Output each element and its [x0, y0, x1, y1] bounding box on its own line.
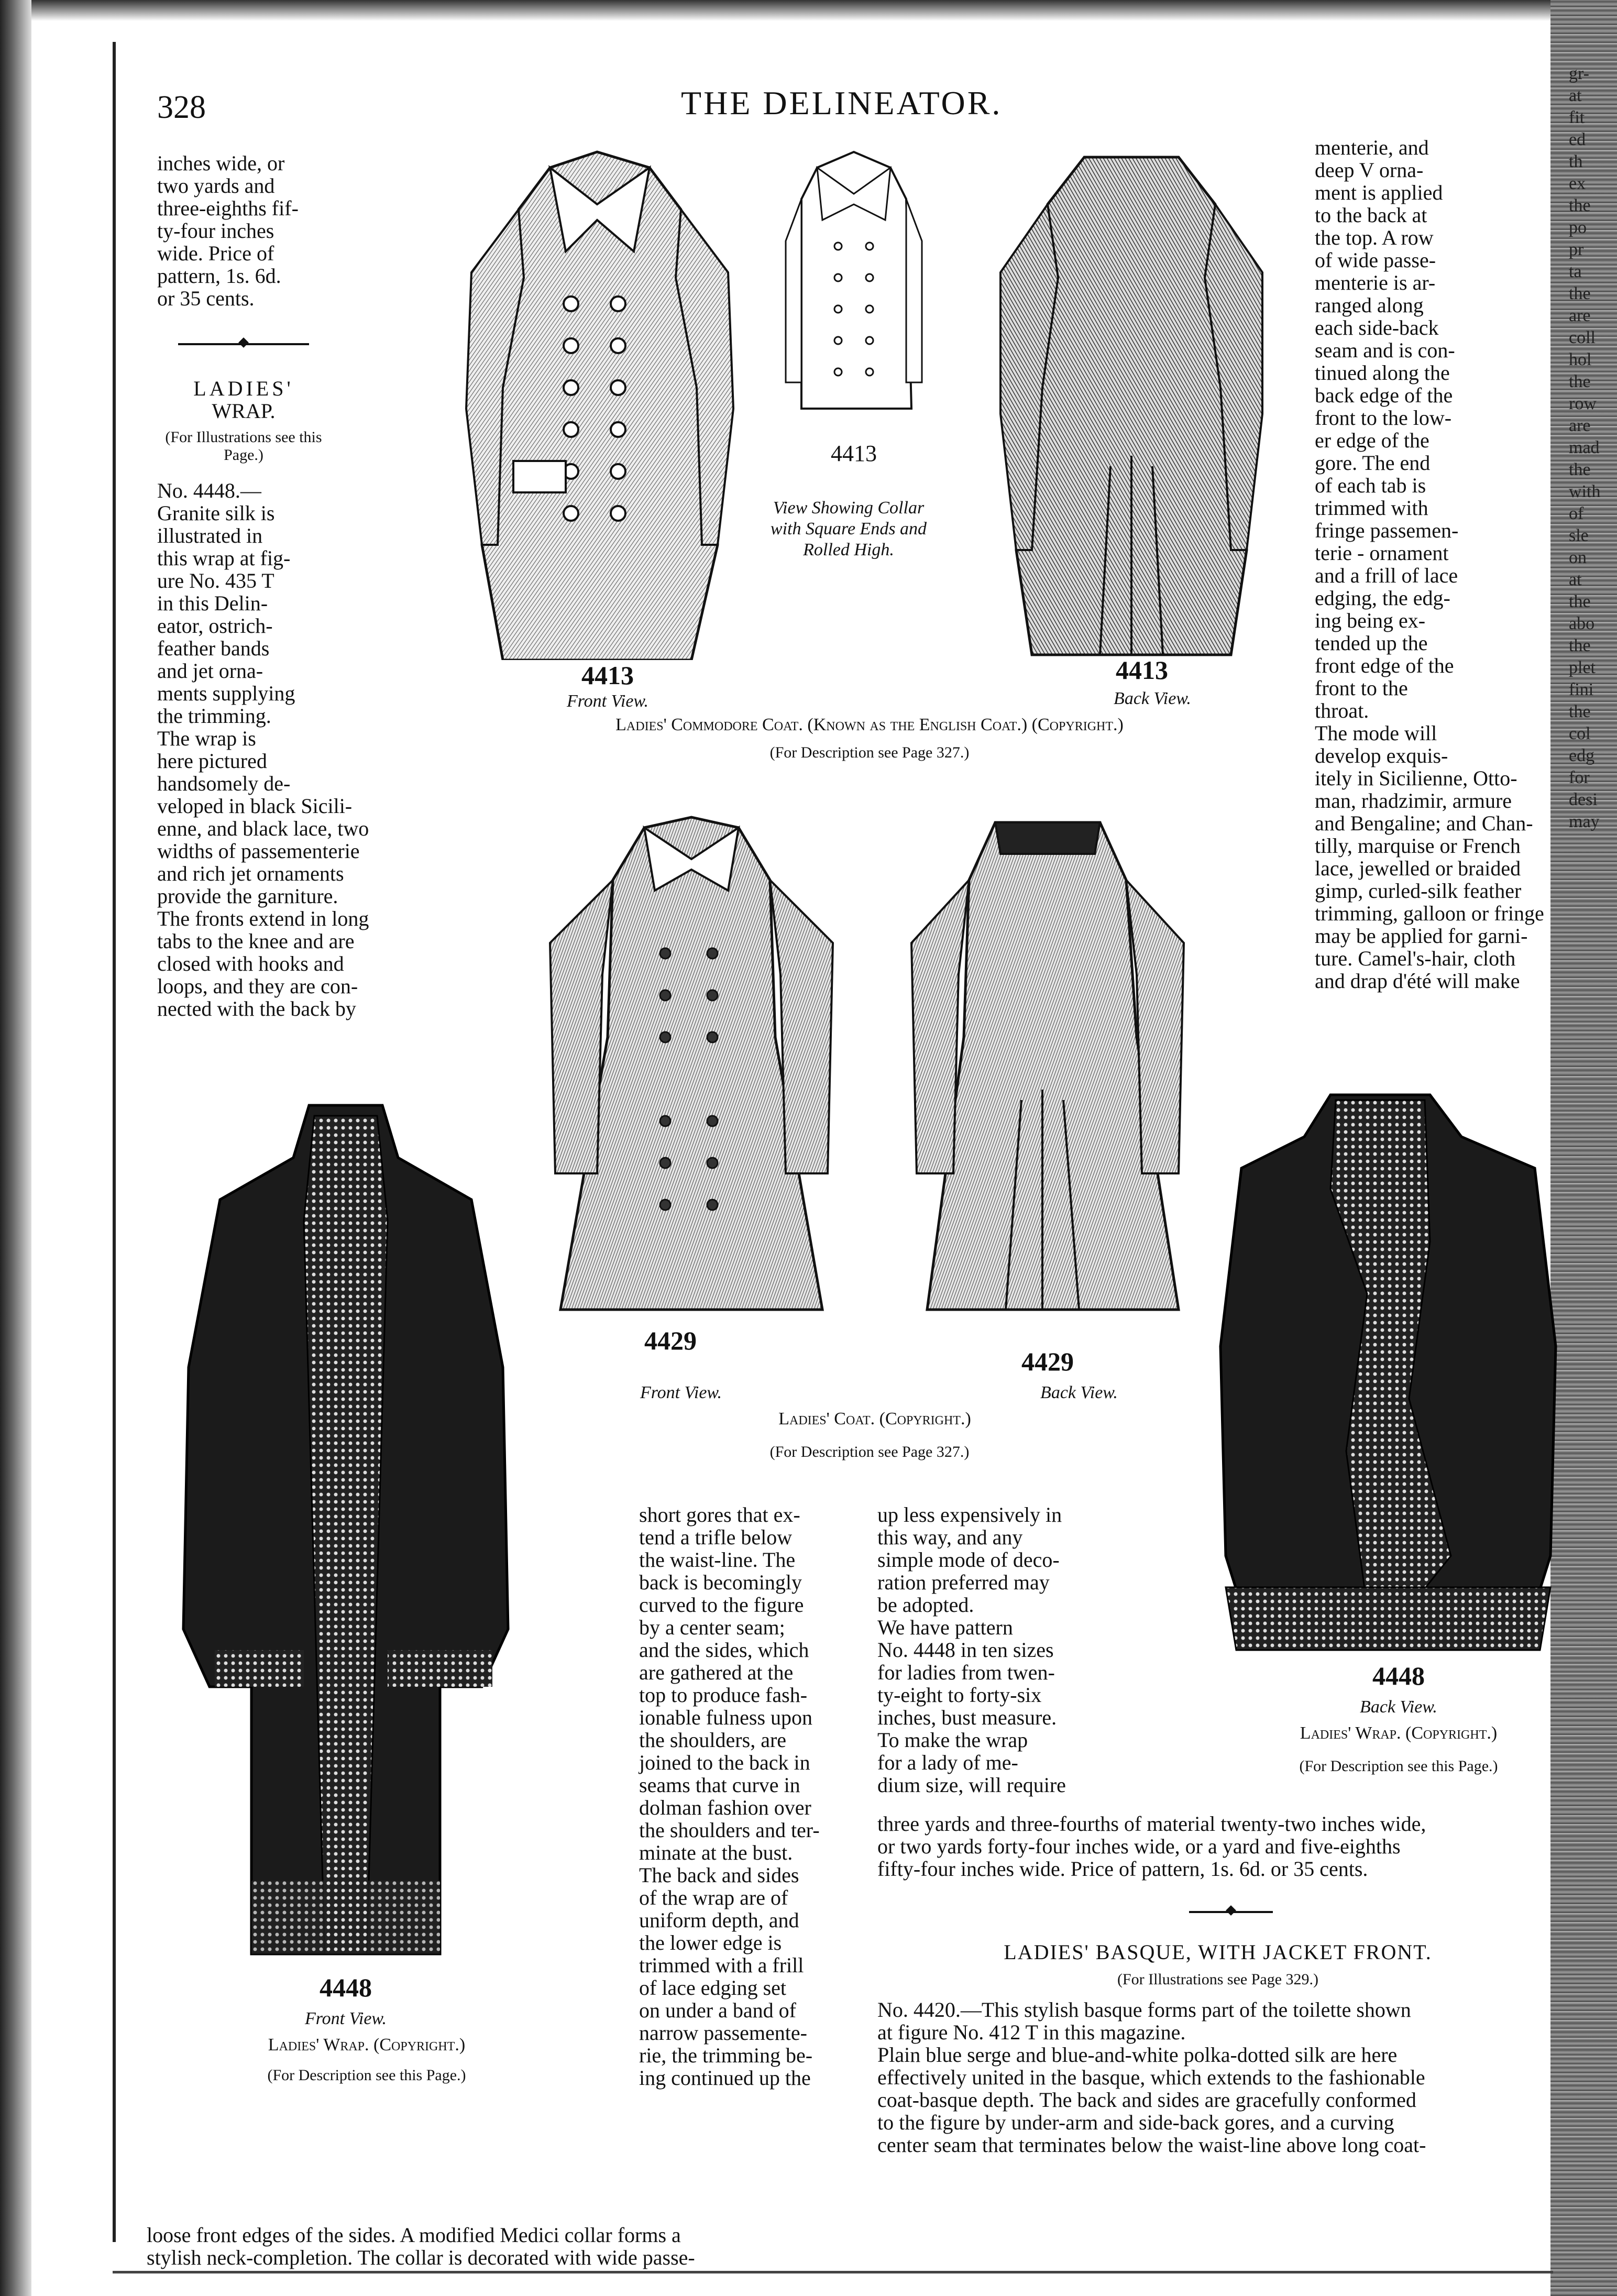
- text-line: trimmed with a frill: [639, 1953, 804, 1977]
- page-number: 328: [157, 90, 206, 125]
- coat-4413-collar-illustration: [780, 147, 927, 440]
- text-line: ty-eight to forty-six: [877, 1683, 1042, 1707]
- text-line: and jet orna-: [157, 659, 263, 683]
- text-line: by a center seam;: [639, 1616, 785, 1639]
- text-line: the top. A row: [1315, 226, 1434, 249]
- text-line: enne, and black lace, two: [157, 817, 369, 840]
- text-line: wide. Price of: [157, 241, 274, 265]
- bleed-fragment: sle: [1569, 526, 1589, 545]
- bleed-fragment: abo: [1569, 614, 1595, 633]
- section-rule: [178, 343, 309, 345]
- text-line: and Bengaline; and Chan-: [1315, 811, 1533, 835]
- text-line: tend a trifle below: [639, 1525, 793, 1549]
- text-line: man, rhadzimir, armure: [1315, 789, 1512, 812]
- coat-4413-small-number: 4413: [831, 441, 877, 466]
- text-line: fringe passemen-: [1315, 519, 1459, 542]
- bleed-fragment: row: [1569, 394, 1597, 413]
- coat-4413-back-number: 4413: [1116, 655, 1168, 685]
- coat-4413-description-ref: (For Description see Page 327.): [769, 744, 970, 761]
- text-line: ranged along: [1315, 293, 1424, 317]
- bleed-fragment: the: [1569, 636, 1591, 655]
- text-line: ionable fulness upon: [639, 1706, 813, 1729]
- text-line: ment is applied: [1315, 181, 1443, 204]
- text-line: provide the garniture.: [157, 884, 338, 908]
- text-line: or two yards forty-four inches wide, or a yard and five-eighths: [877, 1834, 1401, 1858]
- text-line: and the sides, which: [639, 1638, 809, 1662]
- bleed-fragment: are: [1569, 306, 1591, 325]
- text-line: trimming, galloon or fringe: [1315, 902, 1544, 925]
- text-line: fifty-four inches wide. Price of pattern, 1s. 6d. or 35 cents.: [877, 1857, 1368, 1881]
- bleed-fragment: po: [1569, 218, 1587, 237]
- text-line: are gathered at the: [639, 1661, 794, 1684]
- text-line: rie, the trimming be-: [639, 2044, 813, 2067]
- wrap-4448-front-description-ref: (For Description see this Page.): [267, 2067, 466, 2084]
- wrap-heading-line2: WRAP.: [212, 399, 276, 423]
- text-line: View Showing Collar: [773, 498, 925, 518]
- text-line: seams that curve in: [639, 1773, 800, 1797]
- text-line: The back and sides: [639, 1863, 799, 1887]
- page-border-bottom: [113, 2271, 1553, 2273]
- text-line: dium size, will require: [877, 1773, 1066, 1797]
- text-line: and rich jet ornaments: [157, 862, 344, 885]
- text-line: ing being ex-: [1315, 609, 1426, 632]
- text-line: uniform depth, and: [639, 1908, 799, 1932]
- text-line: The wrap is: [157, 727, 256, 750]
- text-line: loops, and they are con-: [157, 974, 358, 998]
- text-line: on under a band of: [639, 1998, 796, 2022]
- text-line: back edge of the: [1315, 383, 1453, 407]
- bleed-fragment: at: [1569, 86, 1582, 105]
- text-line: pattern, 1s. 6d.: [157, 264, 281, 288]
- bleed-fragment: at: [1569, 570, 1582, 589]
- text-line: to the figure by under-arm and side-back gores, and a curving: [877, 2111, 1394, 2134]
- text-line: menterie is ar-: [1315, 271, 1436, 294]
- text-line: eator, ostrich-: [157, 614, 273, 638]
- text-line: loose front edges of the sides. A modified Medici collar forms a: [147, 2223, 681, 2247]
- section-rule-basque: [1189, 1911, 1273, 1913]
- coat-4429-caption: Ladies' Coat. (Copyright.): [778, 1409, 971, 1429]
- text-line: Granite silk is: [157, 501, 275, 525]
- coat-4413-caption: Ladies' Commodore Coat. (Known as the English Coat.) (Copyright.): [615, 715, 1124, 734]
- column-left-top: [157, 152, 335, 310]
- bleed-through-column: [1569, 63, 1616, 833]
- text-line: the trimming.: [157, 704, 271, 728]
- text-line: front to the low-: [1315, 406, 1452, 430]
- column-right-top: [1315, 136, 1545, 992]
- text-line: here pictured: [157, 749, 267, 773]
- text-line: or 35 cents.: [157, 287, 255, 310]
- bleed-fragment: fini: [1569, 680, 1594, 699]
- coat-4413-front-view-label: Front View.: [566, 691, 649, 711]
- bleed-fragment: on: [1569, 548, 1587, 567]
- coat-4413-back-illustration: [995, 141, 1268, 660]
- text-line: gimp, curled-silk feather: [1315, 879, 1522, 903]
- wrap-4448-back-illustration: [1210, 1084, 1566, 1661]
- text-line: to the back at: [1315, 203, 1427, 227]
- text-line: and a frill of lace: [1315, 564, 1458, 587]
- text-line: the waist-line. The: [639, 1548, 796, 1572]
- text-line: ing continued up the: [639, 2066, 811, 2090]
- text-line: The mode will: [1315, 721, 1437, 745]
- basque-text: [877, 1998, 1543, 2156]
- bleed-fragment: gr-: [1569, 64, 1589, 83]
- text-line: center seam that terminates below the waist-line above long coat-: [877, 2133, 1426, 2157]
- text-line: back is becomingly: [639, 1570, 802, 1594]
- text-line: coat-basque depth. The back and sides are gracefully conformed: [877, 2088, 1416, 2112]
- wrap-4448-back-caption: Ladies' Wrap. (Copyright.): [1300, 1723, 1498, 1743]
- bleed-fragment: fit: [1569, 108, 1585, 127]
- coat-4429-front-illustration: [540, 807, 838, 1325]
- text-line: No. 4448 in ten sizes: [877, 1638, 1054, 1662]
- coat-4429-back-number: 4429: [1021, 1347, 1074, 1376]
- text-line: joined to the back in: [639, 1751, 810, 1774]
- page-border-left: [113, 42, 116, 2242]
- text-line: closed with hooks and: [157, 952, 344, 975]
- text-line: this way, and any: [877, 1525, 1023, 1549]
- text-line: of the wrap are of: [639, 1886, 788, 1909]
- coat-4429-front-view-label: Front View.: [640, 1383, 722, 1402]
- bleed-fragment: hol: [1569, 350, 1592, 369]
- bleed-fragment: the: [1569, 592, 1591, 611]
- column-middle-2: [877, 1503, 1097, 1796]
- wrap-heading-note: (For Illustrations see this Page.): [165, 429, 322, 464]
- bleed-fragment: pr: [1569, 240, 1584, 259]
- text-line: with Square Ends and: [770, 519, 927, 539]
- basque-heading-note: (For Illustrations see Page 329.): [1117, 1971, 1319, 1988]
- text-line: We have pattern: [877, 1616, 1013, 1639]
- bleed-fragment: may: [1569, 812, 1600, 831]
- coat-4413-front-number: 4413: [581, 661, 634, 690]
- text-line: two yards and: [157, 174, 275, 197]
- bleed-fragment: ta: [1569, 262, 1582, 281]
- text-line: Plain blue serge and blue-and-white polka-dotted silk are here: [877, 2043, 1398, 2067]
- text-line: deep V orna-: [1315, 158, 1424, 182]
- bleed-fragment: for: [1569, 768, 1590, 787]
- text-line: narrow passemente-: [639, 2021, 807, 2045]
- text-line: No. 4448.—: [157, 479, 261, 502]
- wrap-heading-line1: LADIES': [193, 377, 294, 400]
- text-line: simple mode of deco-: [877, 1548, 1060, 1572]
- text-line: ments supplying: [157, 682, 295, 705]
- text-line: three yards and three-fourths of material twenty-two inches wide,: [877, 1812, 1426, 1836]
- wrap-4448-back-description-ref: (For Description see this Page.): [1299, 1757, 1498, 1775]
- wrap-4448-front-view-label: Front View.: [304, 2009, 387, 2028]
- text-line: the lower edge is: [639, 1931, 782, 1954]
- text-line: may be applied for garni-: [1315, 924, 1528, 948]
- bleed-fragment: desi: [1569, 790, 1598, 809]
- wrap-4448-front-number: 4448: [320, 1973, 372, 2002]
- bleed-fragment: th: [1569, 152, 1583, 171]
- text-line: top to produce fash-: [639, 1683, 808, 1707]
- coat-4429-description-ref: (For Description see Page 327.): [769, 1443, 970, 1460]
- bleed-fragment: of: [1569, 504, 1584, 523]
- column-middle-1: [639, 1503, 859, 2089]
- wrap-4448-back-view-label: Back View.: [1360, 1697, 1437, 1717]
- text-line: throat.: [1315, 699, 1369, 722]
- text-line: ration preferred may: [877, 1570, 1050, 1594]
- text-line: Rolled High.: [803, 540, 894, 559]
- coat-4429-front-number: 4429: [644, 1326, 697, 1355]
- text-line: effectively united in the basque, which extends to the fashionable: [877, 2066, 1425, 2089]
- text-line: terie - ornament: [1315, 541, 1449, 565]
- text-line: To make the wrap: [877, 1728, 1028, 1752]
- text-line: front to the: [1315, 676, 1408, 700]
- text-line: The fronts extend in long: [157, 907, 369, 930]
- text-line: lace, jewelled or braided: [1315, 856, 1521, 880]
- page-left-edge: [0, 0, 31, 2296]
- text-line: the shoulders and ter-: [639, 1818, 820, 1842]
- coat-4413-collar-caption: [744, 498, 953, 561]
- text-line: develop exquis-: [1315, 744, 1448, 767]
- wrap-4448-back-number: 4448: [1372, 1661, 1425, 1690]
- text-line: this wrap at fig-: [157, 546, 291, 570]
- page-top-edge: [0, 0, 1617, 21]
- text-line: tinued along the: [1315, 361, 1450, 385]
- bottom-left-text: [147, 2224, 859, 2269]
- text-line: of each tab is: [1315, 474, 1426, 497]
- text-line: inches, bust measure.: [877, 1706, 1057, 1729]
- bleed-fragment: the: [1569, 196, 1591, 215]
- text-line: up less expensively in: [877, 1503, 1062, 1526]
- wrap-heading: [157, 377, 330, 464]
- text-line: short gores that ex-: [639, 1503, 800, 1526]
- bleed-fragment: with: [1569, 482, 1601, 501]
- text-line: be adopted.: [877, 1593, 974, 1617]
- text-line: trimmed with: [1315, 496, 1428, 520]
- bleed-fragment: the: [1569, 284, 1591, 303]
- text-line: nected with the back by: [157, 997, 356, 1020]
- coat-4429-back-view-label: Back View.: [1040, 1383, 1118, 1402]
- bleed-fragment: plet: [1569, 658, 1596, 677]
- bleed-fragment: mad: [1569, 438, 1600, 457]
- text-line: No. 4420.—This stylish basque forms part of the toilette shown: [877, 1998, 1411, 2022]
- text-line: tilly, marquise or French: [1315, 834, 1521, 858]
- text-line: edging, the edg-: [1315, 586, 1450, 610]
- text-line: and drap d'été will make: [1315, 969, 1520, 993]
- text-line: gore. The end: [1315, 451, 1431, 475]
- text-line: seam and is con-: [1315, 338, 1455, 362]
- bleed-fragment: the: [1569, 372, 1591, 391]
- text-line: at figure No. 412 T in this magazine.: [877, 2020, 1186, 2044]
- basque-heading-title: LADIES' BASQUE, WITH JACKET FRONT.: [1004, 1940, 1432, 1964]
- text-line: ty-four inches: [157, 219, 274, 243]
- bleed-fragment: col: [1569, 724, 1591, 743]
- text-line: dolman fashion over: [639, 1796, 811, 1819]
- wrap-4448-front-caption: Ladies' Wrap. (Copyright.): [268, 2035, 466, 2055]
- coat-4413-front-illustration: [461, 147, 739, 660]
- text-line: front edge of the: [1315, 654, 1454, 677]
- text-line: ture. Camel's-hair, cloth: [1315, 947, 1516, 970]
- bleed-fragment: the: [1569, 702, 1591, 721]
- basque-heading: [890, 1941, 1545, 1989]
- text-line: stylish neck-completion. The collar is decorated with wide passe-: [147, 2246, 695, 2269]
- bleed-fragment: edg: [1569, 746, 1595, 765]
- text-line: of lace edging set: [639, 1976, 786, 2000]
- wrap-4448-front-illustration: [178, 1095, 513, 1959]
- text-line: in this Delin-: [157, 591, 268, 615]
- bleed-fragment: ed: [1569, 130, 1586, 149]
- text-line: for ladies from twen-: [877, 1661, 1055, 1684]
- bleed-fragment: are: [1569, 416, 1591, 435]
- text-line: er edge of the: [1315, 429, 1429, 452]
- coat-4413-back-view-label: Back View.: [1114, 689, 1191, 708]
- text-line: illustrated in: [157, 524, 263, 547]
- bleed-fragment: the: [1569, 460, 1591, 479]
- text-line: three-eighths fif-: [157, 196, 299, 220]
- text-line: veloped in black Sicili-: [157, 794, 353, 818]
- text-line: tabs to the knee and are: [157, 929, 355, 953]
- text-line: curved to the figure: [639, 1593, 804, 1617]
- text-line: menterie, and: [1315, 136, 1429, 159]
- text-line: ure No. 435 T: [157, 569, 274, 592]
- text-line: widths of passementerie: [157, 839, 360, 863]
- text-line: of wide passe-: [1315, 248, 1436, 272]
- text-line: the shoulders, are: [639, 1728, 787, 1752]
- column-left-wrap: [157, 479, 424, 1020]
- text-line: minate at the bust.: [639, 1841, 793, 1864]
- bleed-fragment: coll: [1569, 328, 1596, 347]
- text-line: each side-back: [1315, 316, 1439, 339]
- coat-4429-back-illustration: [901, 807, 1194, 1331]
- text-line: inches wide, or: [157, 151, 285, 175]
- text-line: for a lady of me-: [877, 1751, 1018, 1774]
- text-line: itely in Sicilienne, Otto-: [1315, 766, 1517, 790]
- text-line: tended up the: [1315, 631, 1428, 655]
- running-head: THE DELINEATOR.: [681, 84, 1003, 122]
- column-middle-2-wide: [877, 1812, 1543, 1880]
- text-line: feather bands: [157, 636, 270, 660]
- text-line: handsomely de-: [157, 772, 291, 795]
- bleed-fragment: ex: [1569, 174, 1586, 193]
